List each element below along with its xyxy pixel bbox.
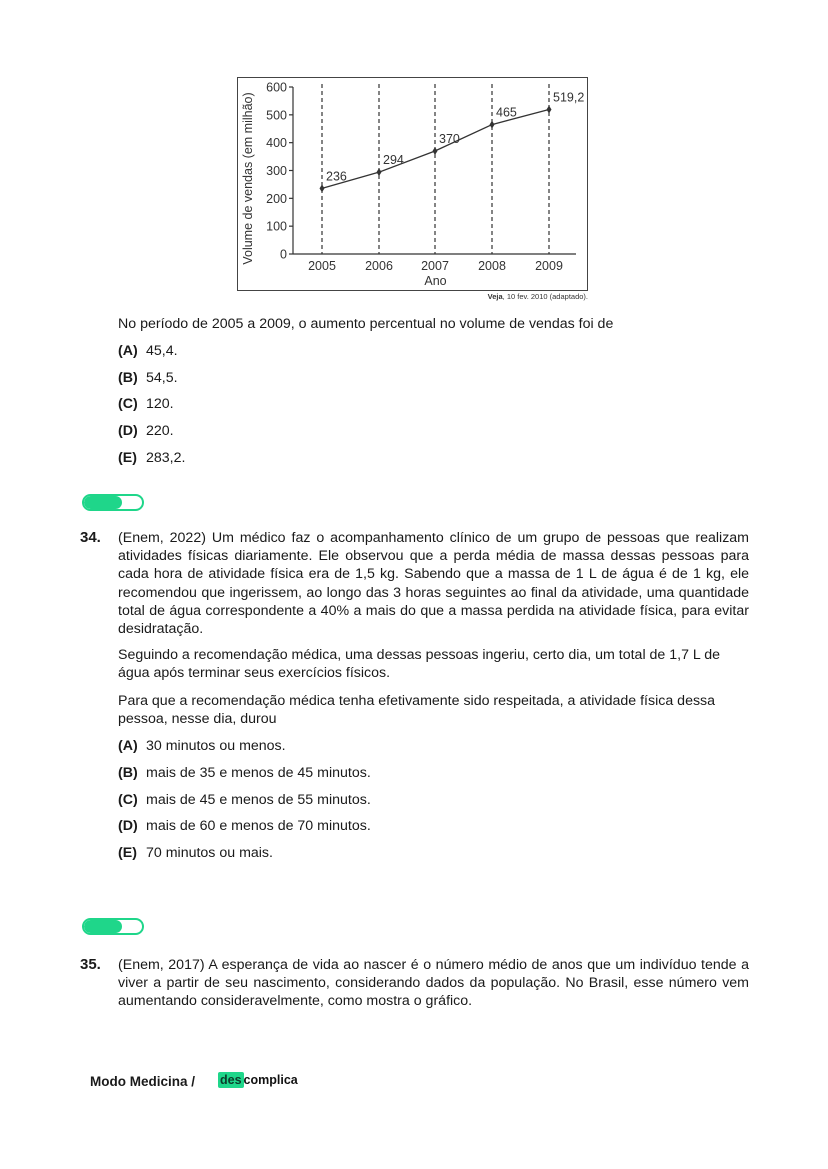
answer-option[interactable]: [118, 395, 174, 413]
y-axis-title: Volume de vendas (em milhão): [241, 92, 255, 265]
toggle-fill: [84, 496, 122, 509]
option-letter: (C): [118, 792, 138, 808]
x-tick-label: 2005: [308, 259, 336, 273]
q34-paragraph-2: Seguindo a recomendação médica, uma dessas pessoas ingeriu, certo dia, um total de 1,7 L de água após terminar seus exercícios físicos.: [118, 647, 721, 682]
option-text: 120.: [146, 396, 174, 412]
sales-volume-chart: [237, 77, 588, 291]
option-letter: (A): [118, 738, 138, 754]
q34-paragraph-3: Para que a recomendação médica tenha efetivamente sido respeitada, a atividade física dessa pessoa, nesse dia, durou: [118, 693, 716, 728]
answer-option[interactable]: [118, 791, 371, 809]
data-label: 370: [439, 132, 460, 147]
x-tick-label: 2008: [478, 259, 506, 273]
footer-title: Modo Medicina /: [90, 1074, 196, 1089]
answer-option[interactable]: [118, 817, 371, 835]
q33-stem: No período de 2005 a 2009, o aumento percentual no volume de vendas foi de: [118, 316, 614, 332]
option-text: 220.: [146, 423, 174, 439]
y-tick-label: 0: [280, 247, 287, 262]
logo-rest: complica: [243, 1073, 298, 1087]
descomplica-logo: [218, 1073, 298, 1087]
option-text: 54,5.: [146, 370, 178, 386]
x-tick-label: 2006: [365, 259, 393, 273]
option-letter: (E): [118, 450, 137, 466]
y-tick-label: 200: [266, 191, 287, 206]
data-point-marker: [490, 121, 495, 129]
option-letter: (A): [118, 343, 138, 359]
option-letter: (C): [118, 396, 138, 412]
answer-option[interactable]: [118, 342, 178, 360]
data-point-marker: [433, 147, 438, 155]
option-letter: (D): [118, 423, 138, 439]
data-label: 294: [383, 153, 404, 168]
line-chart-svg: [238, 78, 589, 292]
answer-option[interactable]: [118, 422, 174, 440]
answer-option[interactable]: [118, 449, 185, 467]
option-letter: (B): [118, 370, 138, 386]
data-label: 519,2: [553, 90, 585, 105]
option-letter: (D): [118, 818, 138, 834]
answer-option[interactable]: [118, 764, 371, 782]
answer-option[interactable]: [118, 369, 178, 387]
chart-source: [380, 292, 588, 301]
data-point-marker: [547, 105, 552, 113]
question-number: 35.: [80, 956, 101, 973]
y-tick-label: 400: [266, 136, 287, 151]
option-text: mais de 35 e menos de 45 minutos.: [146, 765, 371, 781]
option-text: 70 minutos ou mais.: [146, 845, 273, 861]
section-toggle-icon: [82, 494, 144, 511]
option-letter: (E): [118, 845, 137, 861]
option-text: 45,4.: [146, 343, 178, 359]
data-point-marker: [377, 168, 382, 176]
y-tick-label: 500: [266, 108, 287, 123]
logo-highlight: des: [220, 1073, 242, 1087]
answer-option[interactable]: [118, 844, 273, 862]
source-date: , 10 fev. 2010 (adaptado).: [502, 292, 588, 301]
x-tick-label: 2007: [421, 259, 449, 273]
option-text: mais de 45 e menos de 55 minutos.: [146, 792, 371, 808]
data-label: 465: [496, 105, 517, 120]
source-publication: Veja: [487, 292, 503, 301]
answer-option[interactable]: [118, 737, 286, 755]
option-text: 283,2.: [146, 450, 186, 466]
option-text: 30 minutos ou menos.: [146, 738, 286, 754]
option-text: mais de 60 e menos de 70 minutos.: [146, 818, 371, 834]
toggle-fill: [84, 920, 122, 933]
section-toggle-icon: [82, 918, 144, 935]
x-tick-label: 2009: [535, 259, 563, 273]
data-label: 236: [326, 169, 347, 184]
q34-paragraph-1: (Enem, 2022) Um médico faz o acompanhamento clínico de um grupo de pessoas que realizam atividades físicas diariamente. Ele observou que a perda média de massa dessas pessoas para cada hora de atividade física era de 1,5 kg. Sabendo que a massa de 1 L de água é de 1 kg, ele recomendou que ingerissem, ao longo das 3 horas seguintes ao final da atividade, uma quantidade total de água correspondente a 40% a mais do que a massa perdida na atividade física, para evitar desidratação.: [118, 530, 749, 638]
x-axis-title: Ano: [424, 274, 447, 288]
option-letter: (B): [118, 765, 138, 781]
y-tick-label: 100: [266, 219, 287, 234]
data-point-marker: [320, 184, 325, 192]
q35-text: (Enem, 2017) A esperança de vida ao nascer é o número médio de anos que um indivíduo tende a viver a partir de seu nascimento, considerando dados da população. No Brasil, esse número vem aumentando consideravelmente, como mostra o gráfico.: [118, 957, 749, 1010]
y-tick-label: 300: [266, 164, 287, 178]
y-tick-label: 600: [266, 80, 287, 95]
question-number: 34.: [80, 529, 101, 546]
